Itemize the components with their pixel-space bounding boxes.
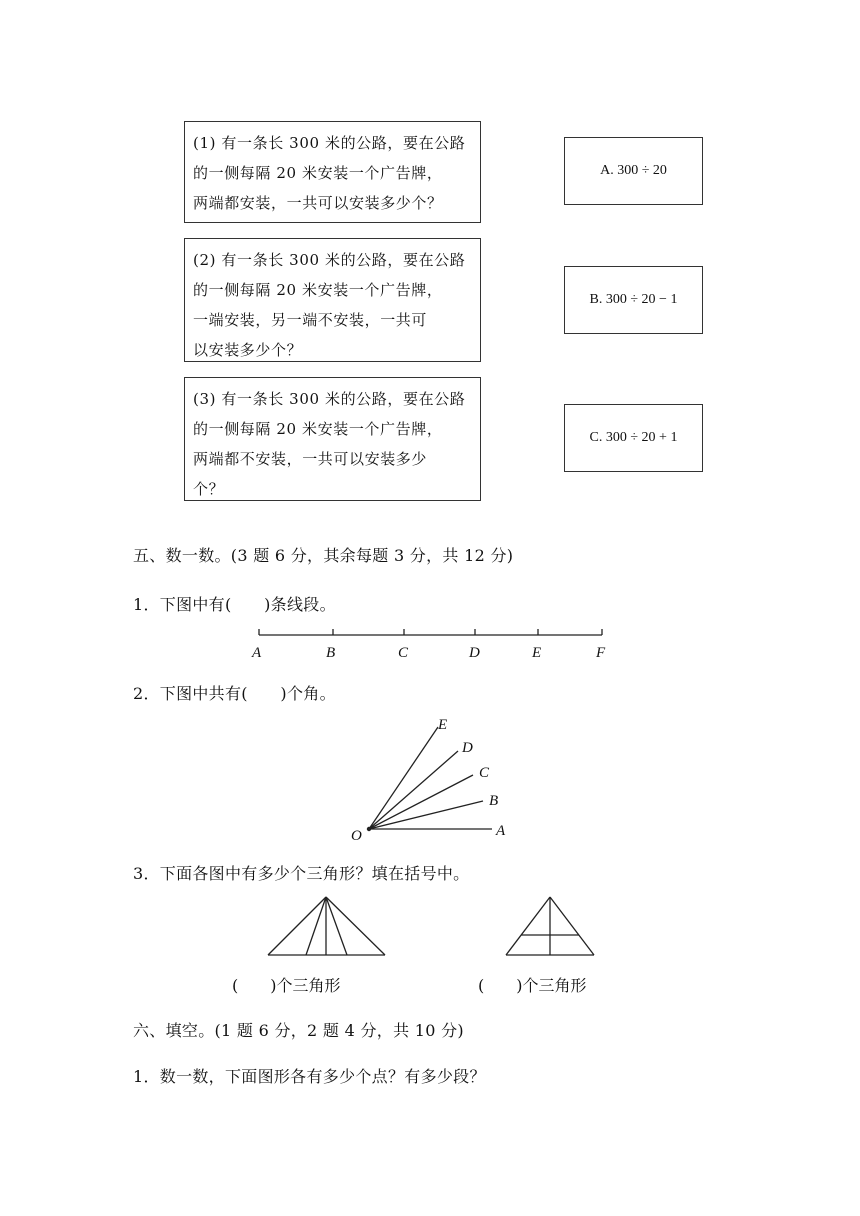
caption-right: ( )个三角形 (478, 976, 587, 995)
vertex-label-o: O (351, 828, 362, 844)
answer-label: C. 300 ÷ 20 + 1 (589, 430, 678, 445)
question-line: (1) 有一条长 300 米的公路，要在公路 (193, 134, 466, 152)
ray-label-d: D (462, 740, 473, 756)
question-box-3 (184, 377, 481, 501)
answer-box-c (564, 404, 703, 472)
question-line: 两端都安装，一共可以安装多少个？ (193, 194, 443, 212)
point-label-e: E (532, 645, 542, 661)
ray-label-c: C (479, 765, 490, 781)
point-label-a: A (252, 645, 262, 661)
question-5-3: 3．下面各图中有多少个三角形？填在括号中。 (133, 864, 470, 883)
question-5-1: 1．下图中有( )条线段。 (133, 595, 336, 614)
question-line: (2) 有一条长 300 米的公路，要在公路 (193, 251, 466, 269)
question-6-1: 1．数一数，下面图形各有多少个点？有多少段？ (133, 1067, 486, 1086)
question-box-2 (184, 238, 481, 362)
point-label-f: F (596, 645, 606, 661)
caption-left: ( )个三角形 (232, 976, 341, 995)
question-line: 的一侧每隔 20 米安装一个广告牌， (193, 420, 443, 438)
question-line: 的一侧每隔 20 米安装一个广告牌， (193, 164, 443, 182)
answer-box-a (564, 137, 703, 205)
question-line: (3) 有一条长 300 米的公路，要在公路 (193, 390, 466, 408)
point-label-b: B (326, 645, 336, 661)
point-label-d: D (469, 645, 480, 661)
point-label-c: C (398, 645, 409, 661)
ray-label-b: B (489, 793, 499, 809)
angle-figure (0, 715, 860, 845)
ray-label-e: E (438, 717, 448, 733)
answer-label: B. 300 ÷ 20 − 1 (589, 292, 678, 307)
section-5-heading: 五、数一数。(3 题 6 分，其余每题 3 分，共 12 分) (133, 546, 514, 565)
section-6-heading: 六、填空。(1 题 6 分，2 题 4 分，共 10 分) (133, 1021, 464, 1040)
question-line: 以安装多少个？ (193, 341, 303, 359)
question-line: 个？ (193, 480, 225, 498)
question-line: 的一侧每隔 20 米安装一个广告牌， (193, 281, 443, 299)
triangle-figure-right (0, 895, 860, 965)
line-segment-figure (0, 625, 860, 665)
ray-label-a: A (496, 823, 506, 839)
answer-label: A. 300 ÷ 20 (600, 163, 667, 178)
question-5-2: 2．下图中共有( )个角。 (133, 684, 336, 703)
question-line: 两端都不安装，一共可以安装多少 (193, 450, 428, 468)
question-line: 一端安装，另一端不安装，一共可 (193, 311, 428, 329)
answer-box-b (564, 266, 703, 334)
question-box-1 (184, 121, 481, 223)
